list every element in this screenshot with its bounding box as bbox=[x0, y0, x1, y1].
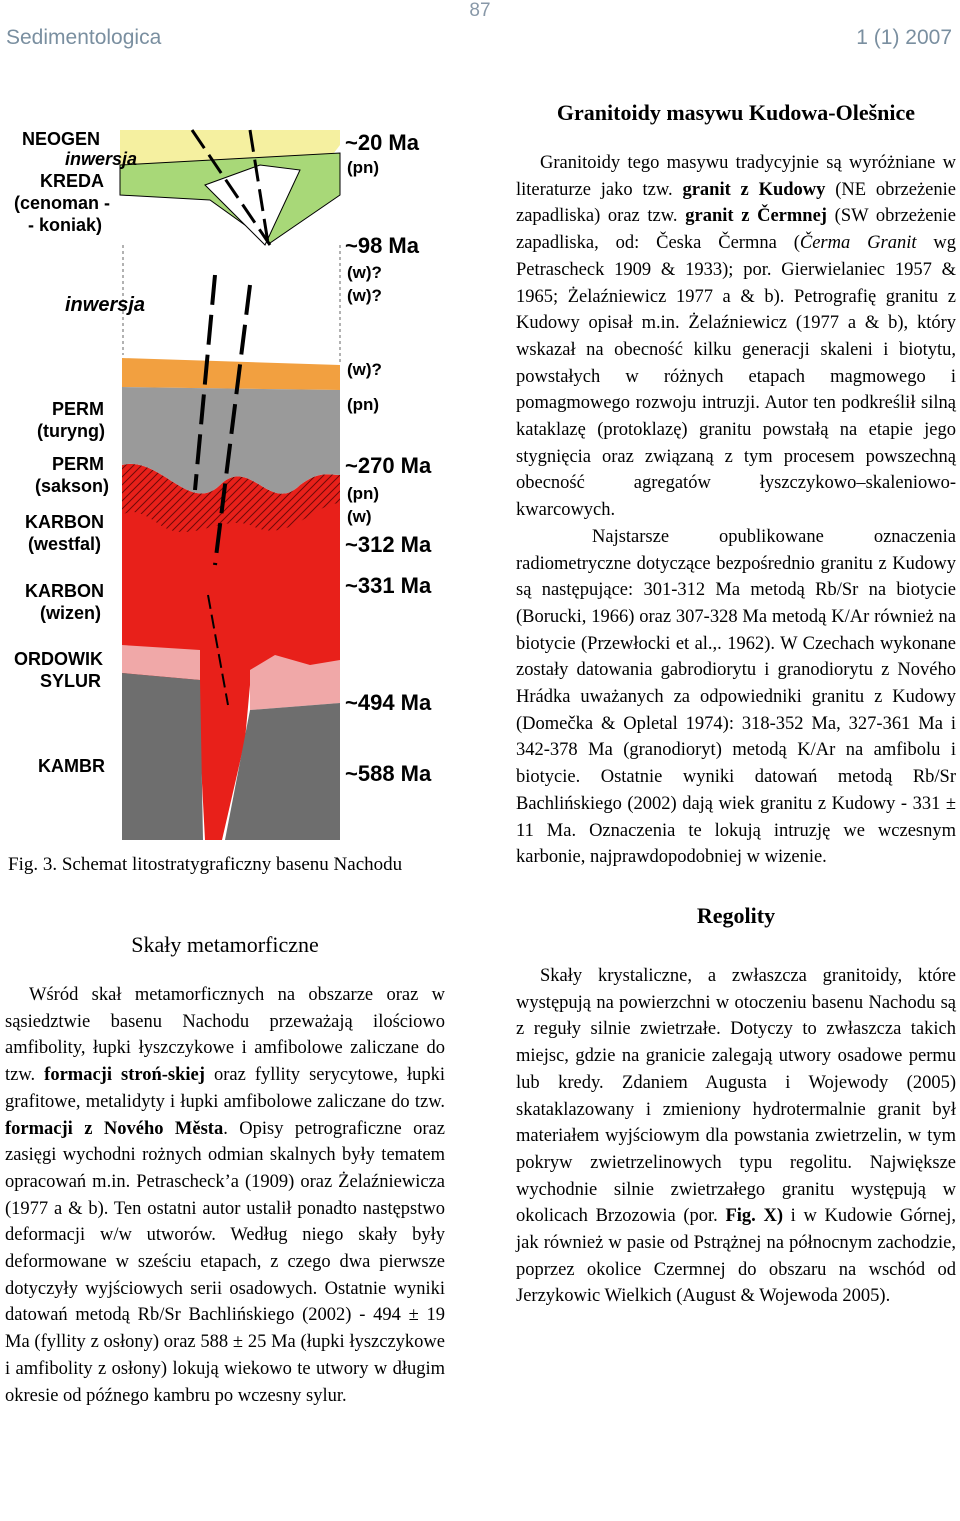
label-w-1: (w)? bbox=[347, 263, 382, 282]
metamorphic-section bbox=[5, 932, 445, 1409]
regolity-paragraph bbox=[516, 963, 956, 1310]
label-sakson: (sakson) bbox=[35, 476, 110, 496]
label-494ma: ~494 Ma bbox=[345, 690, 432, 715]
text-run: . Opisy petrograficzne oraz zasięgi wychodni rożnych odmian skalnych były tematem opracowań m.in. Petrascheck’a (1909) oraz Żelaźniewicza (1977 a & b). Ten ostatni autor ustalił ponadto następstwo deformacji w/w utworów. Według niego skały były deformowane w sześciu etapach, z czego dwa pierwsze dotyczyły wyjściowych serii osadowych. Ostatnie wyniki datowań metodą Rb/Sr Bachlińskiego (2002) - 494 ± 19 Ma (fyllity z osłony) oraz 588 ± 25 Ma (łupki łyszczykowe i amfibolity z osłony) lokują wiekowo te utwory w długim okresie od późnego kambru po wczesny sylur. bbox=[5, 1118, 445, 1406]
section-title-granitoidy: Granitoidy masywu Kudowa-Olešnice bbox=[556, 100, 916, 125]
text-run: (NE obrzeżenie zapadliska) oraz tzw. bbox=[516, 179, 956, 227]
label-20ma: ~20 Ma bbox=[345, 130, 419, 155]
label-sylur: SYLUR bbox=[40, 671, 102, 691]
label-98ma: ~98 Ma bbox=[345, 233, 419, 258]
label-kreda: KREDA bbox=[40, 171, 105, 191]
stratigraphic-diagram bbox=[10, 125, 460, 840]
page-number: 87 bbox=[469, 0, 491, 21]
label-neogen: NEOGEN bbox=[22, 129, 101, 149]
perm-turyng-layer bbox=[122, 358, 340, 390]
term-formacja-stronska: formacji stroń-skiej bbox=[44, 1065, 205, 1086]
label-ordowik: ORDOWIK bbox=[14, 649, 103, 669]
label-w-3: (w)? bbox=[347, 360, 382, 379]
label-270ma: ~270 Ma bbox=[345, 453, 432, 478]
text-run: Skały krystaliczne, a zwłaszcza granitoidy, które występują na powierzchni w otoczeniu basenu Nachodu są z reguły silnie zwietrzałe. Dotyczy to zwłaszcza takich miejsc, gdzie na granicie zalegają utwory osadowe permu lub kredy. Zdaniem Augusta i Wojewody (2005) skataklazowany i zmieniony hydrotermalnie granit był materiałem wyjściowym dla powstania zwietrzelin, w tym pokryw zwietrzelinowych typu regolitu. Największe wychodnie silnie zwietrzałego granitu występują w okolicach Brzozowia (por. bbox=[516, 965, 956, 1227]
label-pn-2: (pn) bbox=[347, 395, 380, 414]
label-w-4: (w) bbox=[347, 507, 372, 526]
granitoid-paragraph-1 bbox=[516, 150, 956, 524]
text-run: (SW obrzeżenie zapadliska, od: Česka Čermna ( bbox=[516, 206, 957, 254]
granitoid-paragraph-2: Najstarsze opublikowane oznaczenia radiometryczne dotyczące bezpośrednio granitu z Kudowy są następujące: 301-312 Ma metodą Rb/Sr na biotycie (Borucki, 1966) oraz 307-328 Ma metodą K/Ar również na biotycie (Przewłocki et al.,. 1962). W Czechach wykonane zostały datowania gabrodiorytu i granodiorytu z Nového Hrádka uważanych za odpowiedniki granitu z Kudowy (Domečka & Opletal 1974): 318-352 Ma, 327-361 Ma i 342-378 Ma (granodioryt) metodą K/Ar na amfibolu i biotycie. Ostatnie wyniki datowań metodą Rb/Sr Bachlińskiego (2002) dają wiek granitu z Kudowy - 331 ± 11 Ma. Oznaczenia te lokują intruzję we wczesnym karbonie, najprawdopodobniej w wizenie. bbox=[516, 526, 956, 868]
issue-info: 1 (1) 2007 bbox=[856, 26, 952, 49]
label-westfal: (westfal) bbox=[28, 534, 102, 554]
text-run: oraz fyllity serycytowe, łupki grafitowe, metalidyty i łupki amfibolowe zaliczane do tzw. bbox=[5, 1065, 446, 1112]
text-run: Wśród skał metamorficznych na obszarze oraz w sąsiedztwie basenu Nachodu przeważają ilościowo amfibolity, łupki łyszczykowe i amfibolowe zaliczane do tzw. bbox=[5, 985, 445, 1086]
text-run: Granitoidy tego masywu tradycyjnie są wyróżniane w literaturze jako tzw. bbox=[516, 153, 956, 200]
label-inwersja-2: inwersja bbox=[65, 294, 146, 316]
figure-reference[interactable]: Fig. X) bbox=[725, 1206, 783, 1227]
term-formacja-novehomesta: formacji z Nového Města bbox=[5, 1118, 224, 1139]
perm-sakson-layer bbox=[122, 387, 340, 450]
kambr-layer bbox=[122, 673, 203, 840]
label-perm-2: PERM bbox=[52, 454, 105, 474]
label-pn-3: (pn) bbox=[347, 484, 380, 503]
granitoid-section bbox=[516, 100, 956, 1310]
term-granit-cermna: granit z Čermnej bbox=[685, 206, 827, 227]
label-kambr: KAMBR bbox=[38, 756, 105, 776]
label-karbon-2: KARBON bbox=[25, 581, 104, 601]
text-run: i w Kudowie Górnej, jak również w pasie od Pstrążnej na północnym zachodzie, poprzez okolice Czermnej do obszaru na wschód od Jerzykowic Wielkich (August & Wojewoda 2005). bbox=[516, 1206, 956, 1307]
label-perm-1: PERM bbox=[52, 399, 105, 419]
label-pn-1: (pn) bbox=[347, 158, 380, 177]
label-karbon-1: KARBON bbox=[25, 512, 104, 532]
label-w-2: (w)? bbox=[347, 286, 382, 305]
label-312ma: ~312 Ma bbox=[345, 532, 432, 557]
label-wizen: (wizen) bbox=[40, 603, 101, 623]
stratigraphic-figure bbox=[10, 125, 460, 840]
label-331ma: ~331 Ma bbox=[345, 573, 432, 598]
figure-caption: Fig. 3. Schemat litostratygraficzny basenu Nachodu bbox=[8, 854, 403, 875]
journal-name: Sedimentologica bbox=[6, 26, 162, 49]
label-koniak: - koniak) bbox=[28, 215, 103, 235]
section-title-regolity: Regolity bbox=[696, 902, 776, 928]
label-turyng: (turyng) bbox=[37, 421, 105, 441]
label-588ma: ~588 Ma bbox=[345, 761, 432, 786]
term-cerma-granit: Čerma Granit bbox=[799, 233, 917, 254]
label-cenoman: (cenoman - bbox=[14, 193, 111, 213]
text-run: wg Petrascheck 1909 & 1933); por. Gierwielaniec 1957 & 1965; Żelaźniewicz 1977 a & b). Petrografię granitu z Kudowy opisał m.in. Żelaźniewicz (1977 a & b), który wskazał na obecność kilku generacji skaleni i biotytu, powstałych w różnych etapach magmowego i pomagmowego rozwoju intruzji. Autor ten podkreślił silną kataklazę (protoklazę) granitu powstałą na etapie jego stygnięcia oraz związaną z tym procesem powszechną obecność agregatów łyszczykowo–skaleniowo-kwarcowych. bbox=[516, 233, 957, 521]
term-granit-kudowa: granit z Kudowy bbox=[682, 179, 826, 200]
label-inwersja-1: inwersja bbox=[65, 149, 138, 169]
section-title-metamorphic: Skały metamorficzne bbox=[131, 932, 319, 957]
metamorphic-paragraph bbox=[5, 982, 445, 1409]
